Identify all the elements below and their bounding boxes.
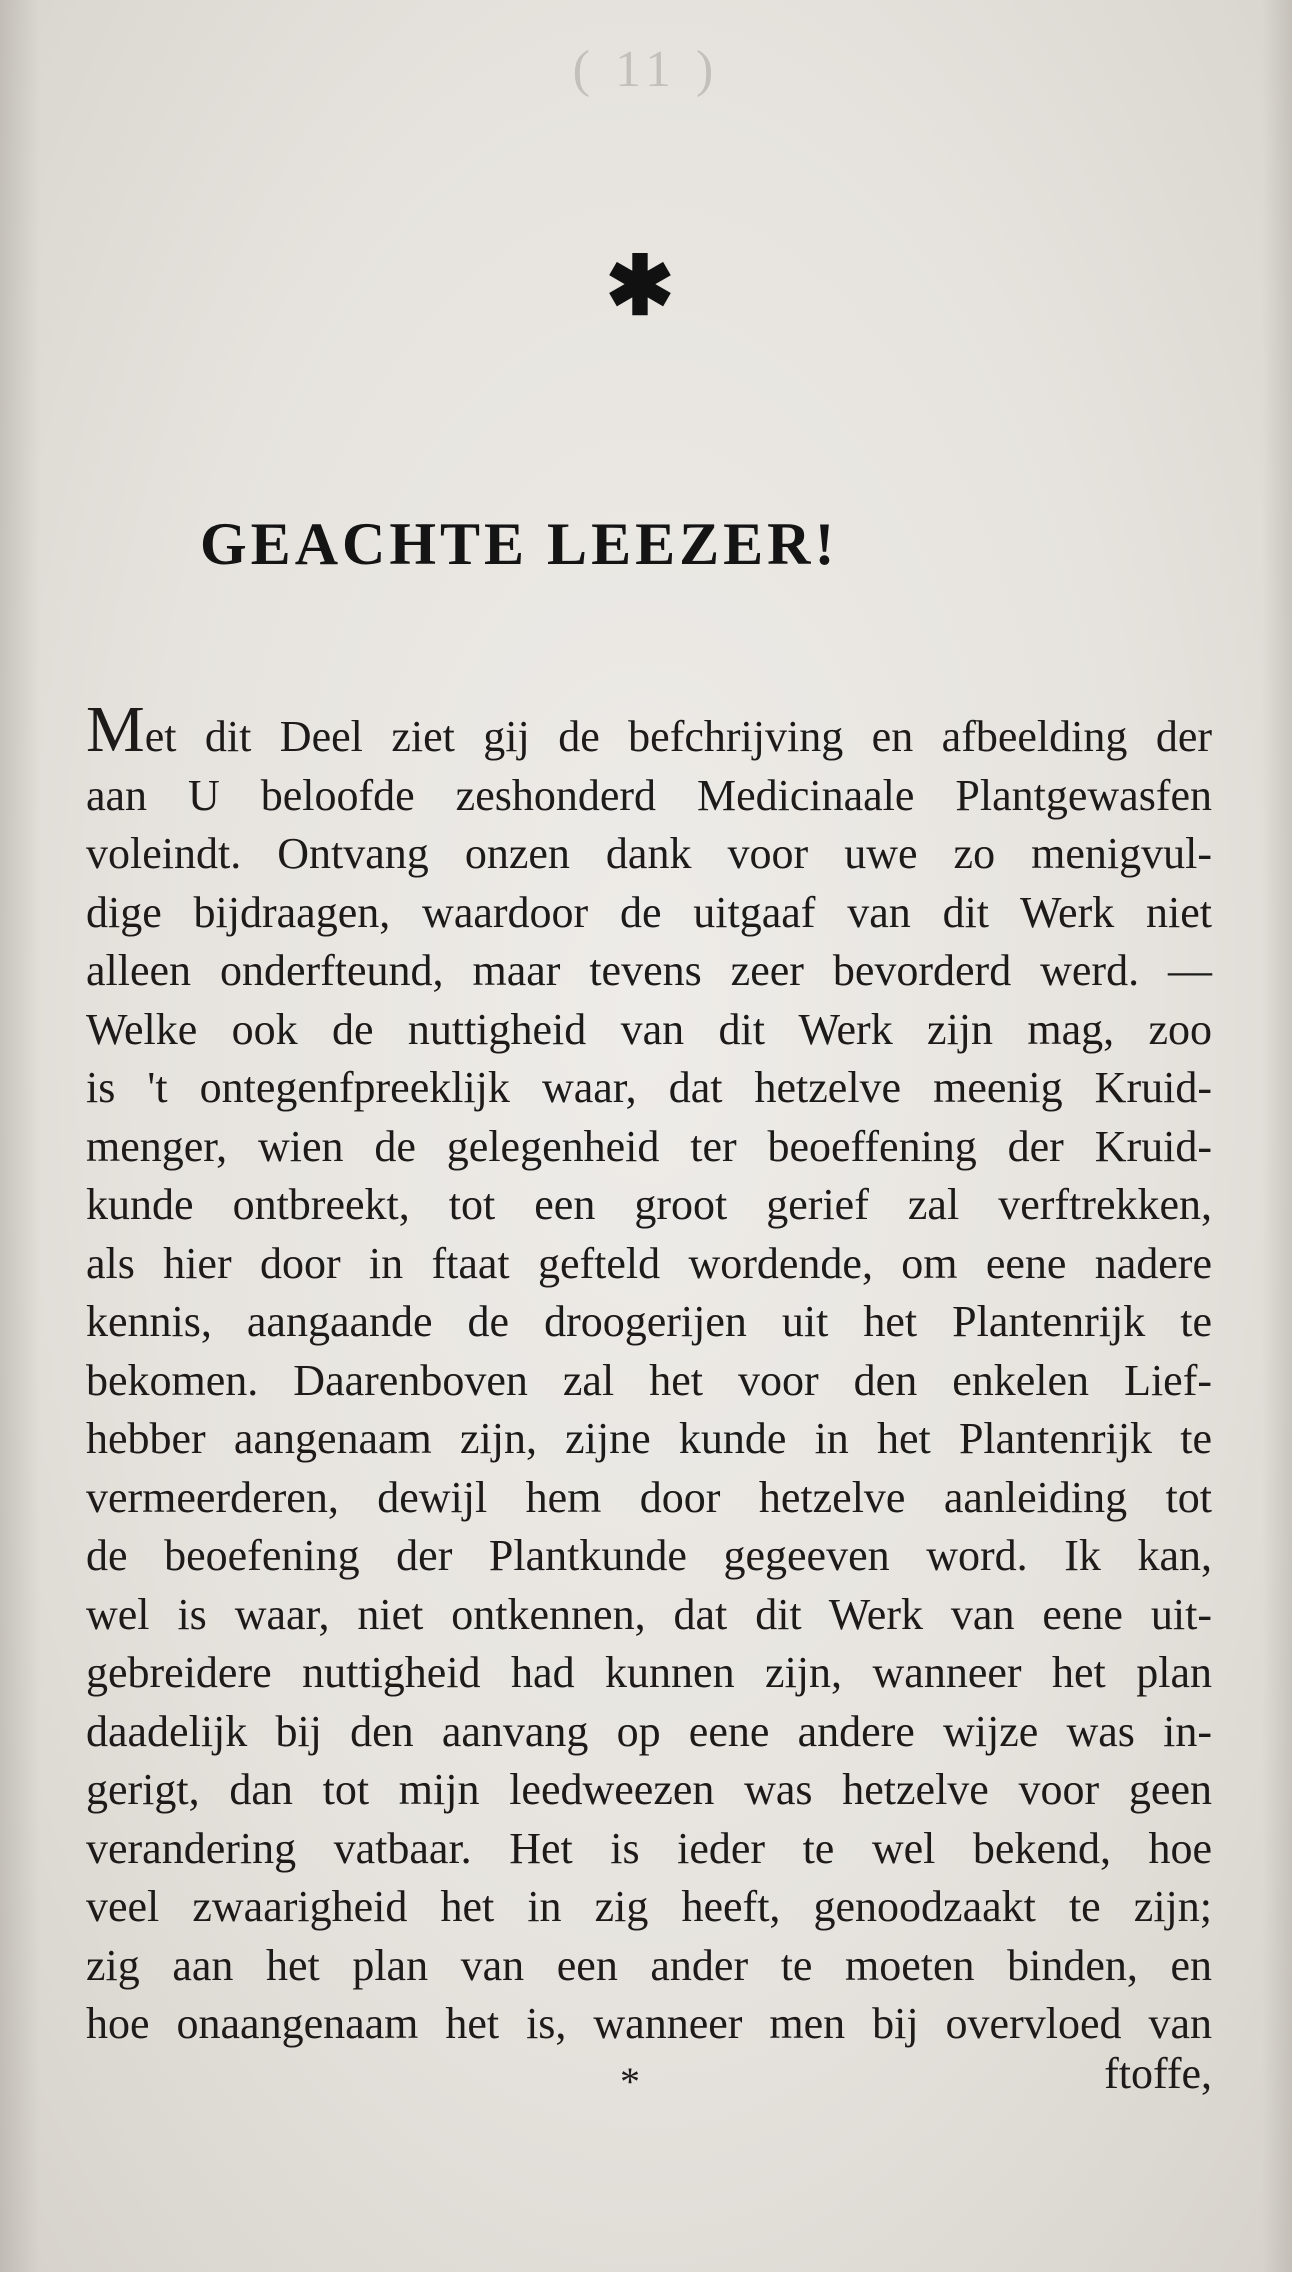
body-line: menger, wien de gelegenheid ter beoeffening der Kruid-: [86, 1121, 1212, 1171]
page-number: ( 11 ): [572, 41, 720, 98]
body-line: Welke ook de nuttigheid van dit Werk zijn mag, zoo: [86, 1004, 1212, 1054]
catchword: ftoffe,: [1104, 2049, 1212, 2098]
body-line: alleen onderfteund, maar tevens zeer bevorderd werd. —: [86, 946, 1212, 995]
page-heading: GEACHTE LEEZER!: [200, 511, 839, 577]
body-text: [86, 693, 1212, 2054]
body-line: vermeerderen, dewijl hem door hetzelve aanleiding tot: [86, 1472, 1212, 1522]
body-line: gerigt, dan tot mijn leedweezen was hetzelve voor geen: [86, 1765, 1212, 1814]
body-line: [86, 693, 1212, 767]
page-edge-shadow: [1262, 0, 1292, 2272]
signature-mark: *: [620, 2059, 640, 2104]
body-line-text: et dit Deel ziet gij de befchrijving en afbeelding der: [144, 712, 1212, 761]
body-line: verandering vatbaar. Het is ieder te wel bekend, hoe: [86, 1823, 1212, 1873]
body-line: de beoefening der Plantkunde gegeeven word. Ik kan,: [86, 1531, 1212, 1580]
body-line: veel zwaarigheid het in zig heeft, genoodzaakt te zijn;: [86, 1882, 1212, 1931]
body-line: kunde ontbreekt, tot een groot gerief zal verftrekken,: [86, 1180, 1212, 1229]
body-line: kennis, aangaande de droogerijen uit het Plantenrijk te: [86, 1297, 1212, 1346]
body-line: bekomen. Daarenboven zal het voor den enkelen Lief-: [86, 1355, 1212, 1405]
body-line: zig aan het plan van een ander te moeten binden, en: [86, 1940, 1212, 1990]
body-line: als hier door in ftaat gefteld wordende, om eene nadere: [86, 1238, 1212, 1288]
body-line: hoe onaangenaam het is, wanneer men bij overvloed van: [86, 1999, 1212, 2048]
drop-initial: M: [86, 693, 145, 766]
body-line: wel is waar, niet ontkennen, dat dit Werk van eene uit-: [86, 1589, 1212, 1639]
body-line: aan U beloofde zeshonderd Medicinaale Plantgewasfen: [86, 770, 1212, 820]
body-line: voleindt. Ontvang onzen dank voor uwe zo menigvul-: [86, 829, 1212, 878]
body-line: dige bijdraagen, waardoor de uitgaaf van dit Werk niet: [86, 887, 1212, 937]
body-line: hebber aangenaam zijn, zijne kunde in het Plantenrijk te: [86, 1414, 1212, 1463]
body-line: daadelijk bij den aanvang op eene andere wijze was in-: [86, 1706, 1212, 1756]
spine-shadow: [0, 0, 40, 2272]
page-footer: [0, 2048, 1292, 2118]
asterism-ornament-icon: ✱: [605, 238, 675, 334]
body-line: gebreidere nuttigheid had kunnen zijn, wanneer het plan: [86, 1648, 1212, 1697]
body-line: is 't ontegenfpreeklijk waar, dat hetzelve meenig Kruid-: [86, 1063, 1212, 1112]
